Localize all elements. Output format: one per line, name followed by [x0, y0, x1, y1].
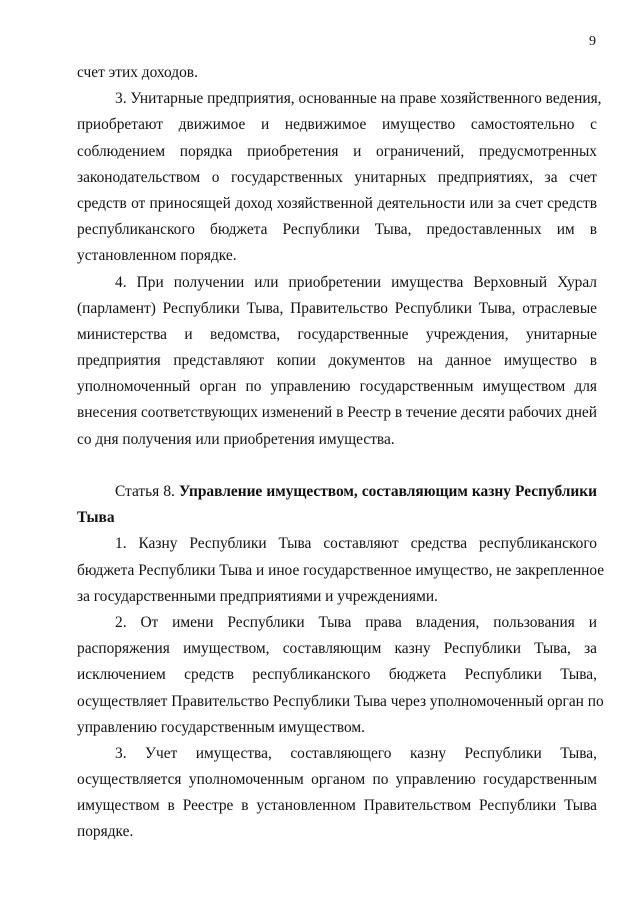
text-line: 1. Казну Республики Тыва составляют средства республиканского	[115, 535, 597, 553]
text-line: уполномоченный орган по управлению государственным имуществом для	[77, 378, 597, 396]
text-line: со дня получения или приобретения имущества.	[77, 430, 395, 448]
article-title: Управление имуществом, составляющим казну Республики	[178, 483, 598, 500]
text-line: законодательством о государственных унитарных предприятиях, за счет	[77, 168, 597, 186]
text-line: 3. Унитарные предприятия, основанные на праве хозяйственного ведения,	[115, 90, 602, 108]
text-line: за государственными предприятиями и учреждениями.	[77, 587, 438, 605]
text-line: средств от приносящей доход хозяйственной деятельности или за счет средств	[77, 194, 597, 212]
text-line: министерства и ведомства, государственные учреждения, унитарные	[77, 325, 597, 343]
text-line: осуществляется уполномоченным органом по управлению государственным	[77, 771, 597, 789]
text-line: распоряжения имуществом, составляющим казну Республики Тыва, за	[77, 640, 597, 658]
article-title-continuation: Тыва	[77, 509, 115, 527]
paragraph	[77, 270, 597, 453]
text-line: (парламент) Республики Тыва, Правительство Республики Тыва, отраслевые	[77, 299, 597, 317]
text-line: порядке.	[77, 823, 134, 841]
text-line: соблюдением порядка приобретения и ограничений, предусмотренных	[77, 142, 597, 160]
text-line: республиканского бюджета Республики Тыва, предоставленных им в	[77, 221, 597, 239]
text-line: внесения соответствующих изменений в Реестр в течение десяти рабочих дней	[77, 404, 597, 422]
text-line: 2. От имени Республики Тыва права владения, пользования и	[115, 613, 597, 631]
text-line: приобретают движимое и недвижимое имущество самостоятельно с	[77, 116, 597, 134]
text-line: имуществом в Реестре в установленном Правительством Республики Тыва	[77, 797, 597, 815]
paragraph	[77, 741, 597, 846]
paragraph	[77, 610, 604, 741]
article-number: Статья 8.	[115, 483, 175, 500]
text-line: 3. Учет имущества, составляющего казну Республики Тыва,	[115, 744, 597, 762]
text-line: осуществляет Правительство Республики Тыва через уполномоченный орган по	[77, 692, 604, 710]
text-line: исключением средств республиканского бюджета Республики Тыва,	[77, 666, 597, 684]
text-line: 4. При получении или приобретении имущества Верховный Хурал	[115, 273, 597, 291]
paragraph	[77, 86, 602, 269]
paragraph	[77, 531, 605, 610]
text-line: бюджета Республики Тыва и иное государственное имущество, не закрепленное	[77, 561, 605, 579]
document-body	[77, 60, 605, 846]
text-line: счет этих доходов.	[77, 64, 198, 81]
text-line: предприятия представляют копии документов на данное имущество в	[77, 352, 597, 370]
paragraph	[77, 60, 597, 86]
section-gap	[77, 453, 597, 479]
text-line: управлению государственным имуществом.	[77, 718, 365, 736]
page-number: 9	[589, 34, 596, 49]
text-line: установленном порядке.	[77, 247, 237, 265]
article-heading	[77, 479, 597, 505]
